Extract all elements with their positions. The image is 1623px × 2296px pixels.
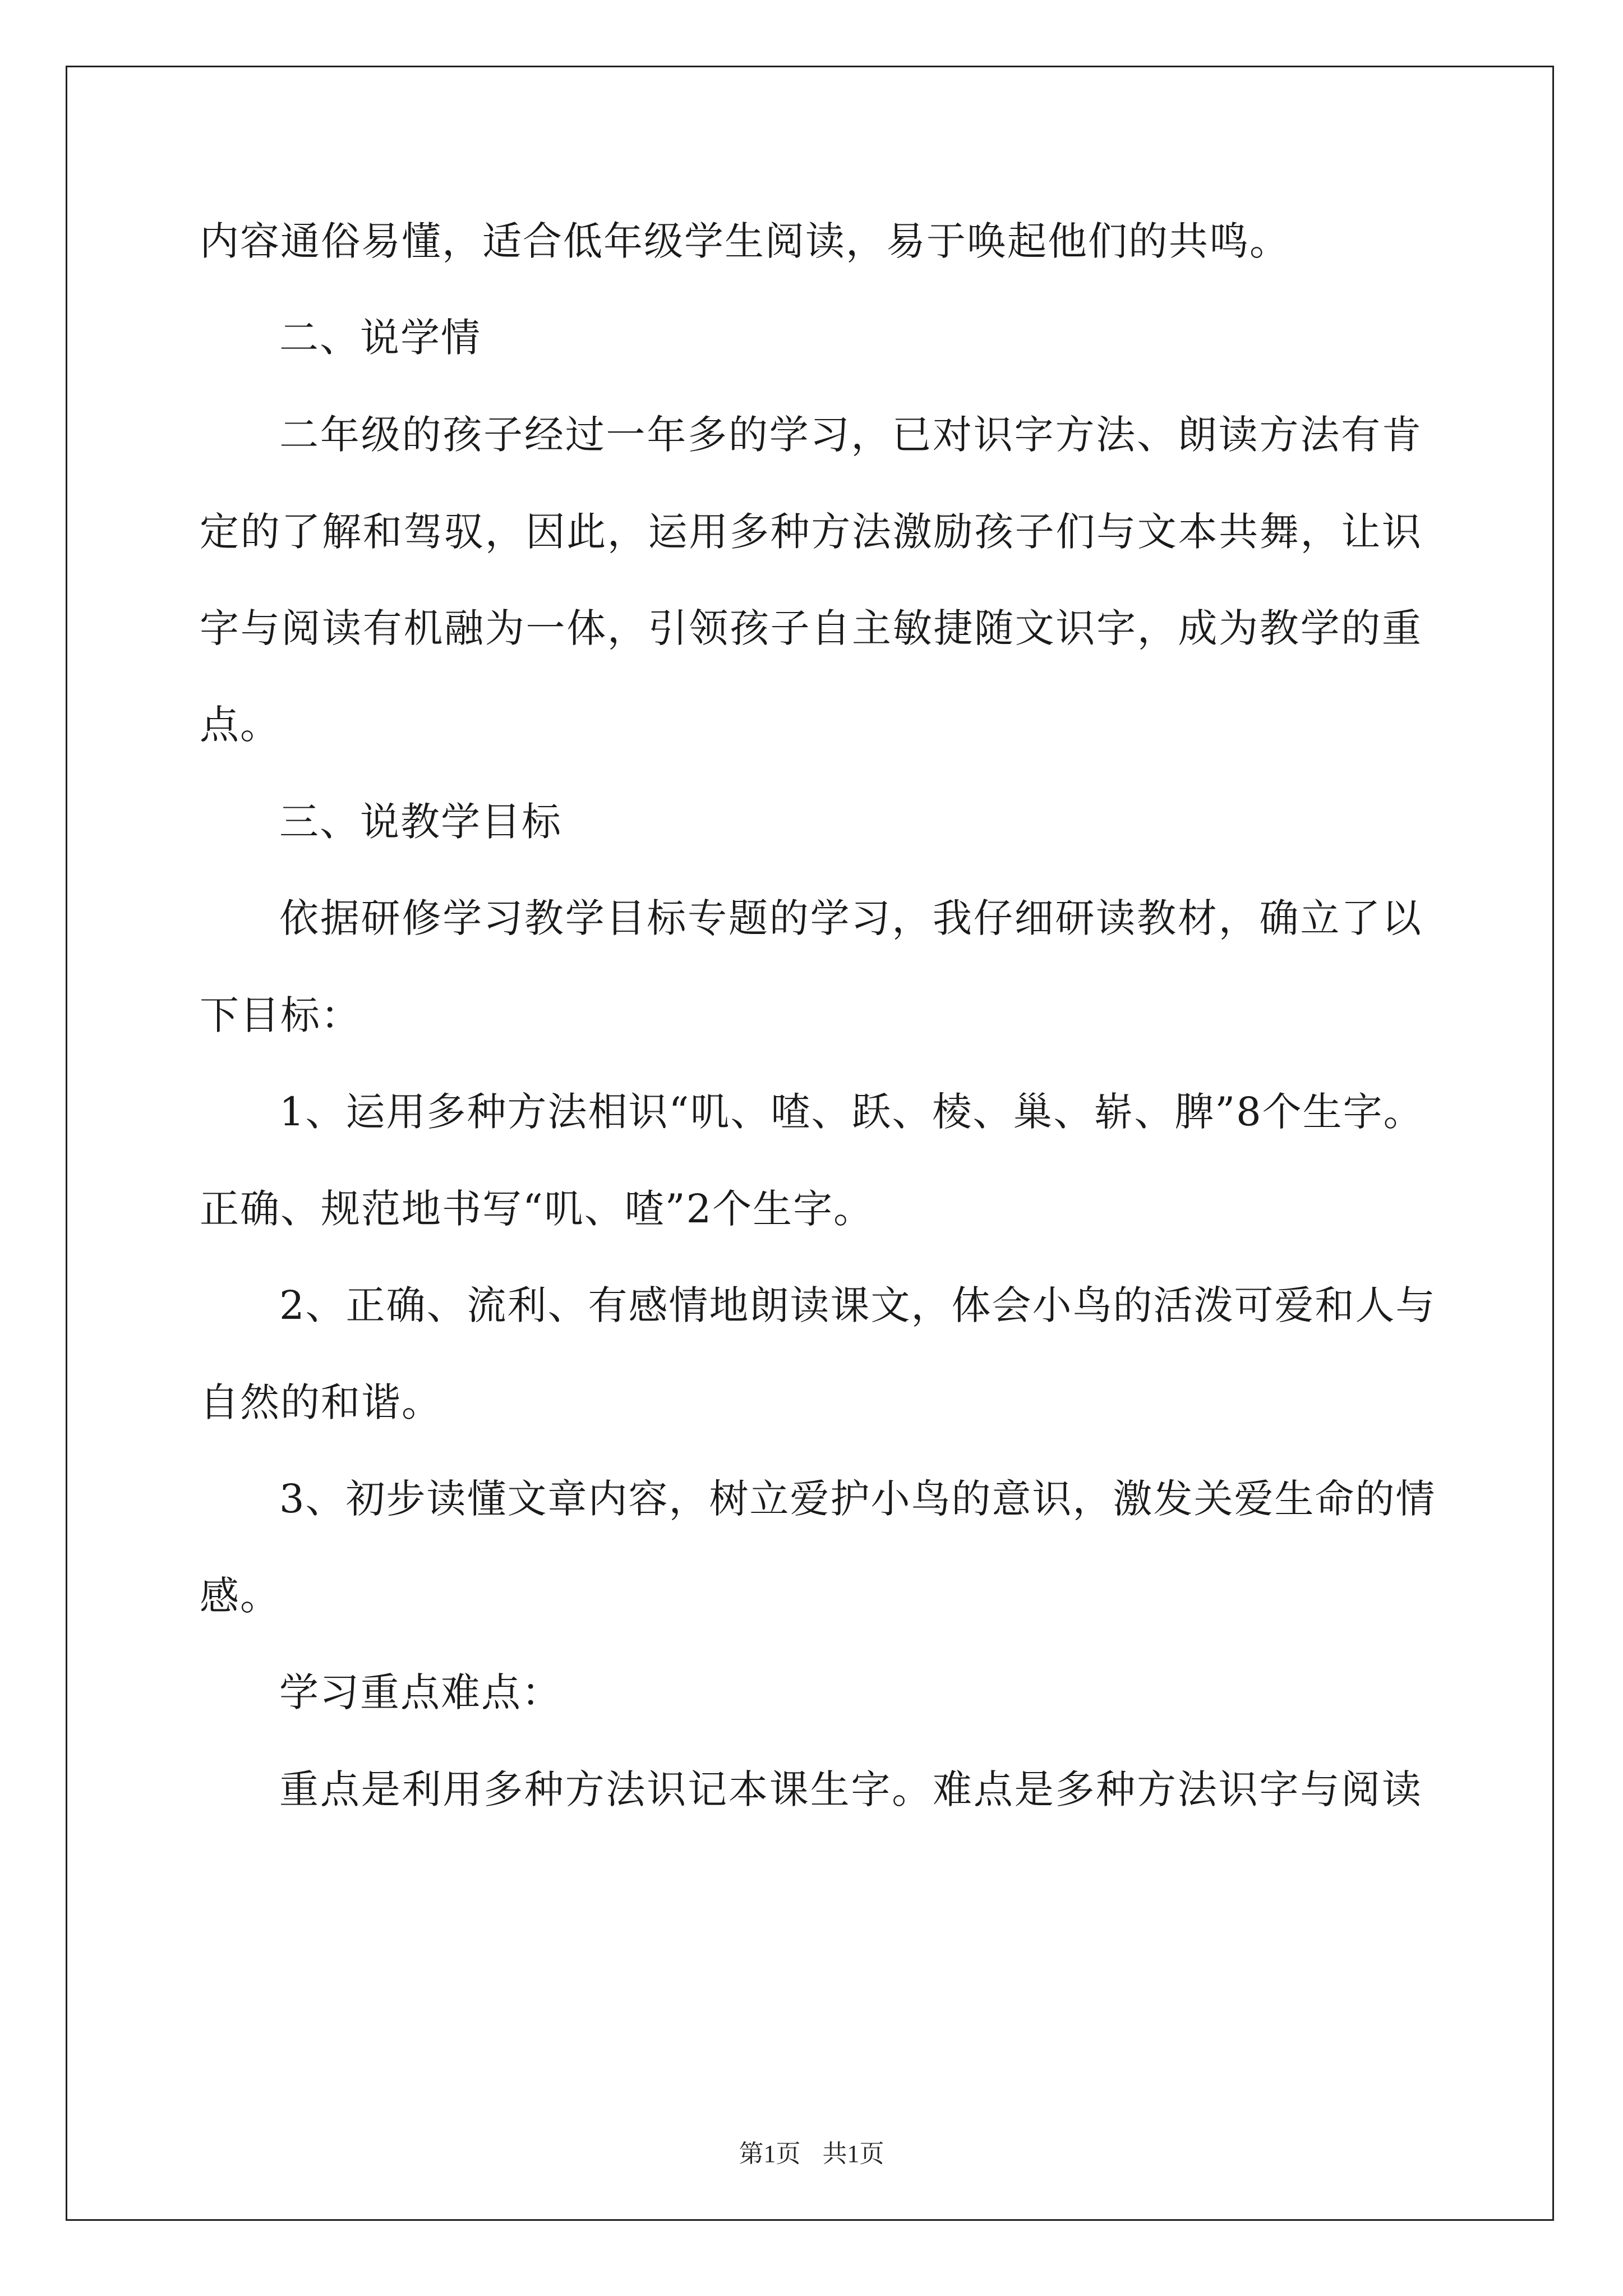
text-line: 字与阅读有机融为一体，引领孩子自主敏捷随文识字，成为教学的重 (200, 605, 1422, 651)
text-line: 依据研修学习教学目标专题的学习，我仔细研读教材，确立了以 (279, 895, 1422, 941)
text-line: 2、正确、流利、有感情地朗读课文，体会小鸟的活泼可爱和人与 (279, 1282, 1436, 1328)
text-line: 感。 (200, 1573, 280, 1619)
text-line: 3、初步读懂文章内容，树立爱护小鸟的意识，激发关爱生命的情 (279, 1476, 1436, 1522)
page-number: 第1页 (739, 2140, 801, 2168)
text-line: 下目标： (200, 992, 361, 1038)
page-footer (0, 2137, 1623, 2171)
section-heading: 二、说学情 (279, 315, 481, 361)
text-line: 二年级的孩子经过一年多的学习，已对识字方法、朗读方法有肯 (279, 412, 1422, 458)
section-heading: 学习重点难点： (279, 1669, 562, 1715)
text-line: 1、运用多种方法相识“叽、喳、跃、棱、巢、崭、脾”8个生字。 (279, 1089, 1424, 1135)
text-line: 自然的和谐。 (200, 1379, 442, 1425)
section-heading: 三、说教学目标 (279, 799, 562, 845)
page-border (66, 66, 1554, 2221)
text-line: 定的了解和驾驭，因此，运用多种方法激励孩子们与文本共舞，让识 (200, 509, 1422, 555)
text-line: 正确、规范地书写“叽、喳”2个生字。 (200, 1186, 874, 1232)
text-line: 点。 (200, 702, 280, 748)
text-line: 内容通俗易懂，适合低年级学生阅读，易于唤起他们的共鸣。 (200, 218, 1290, 264)
page-total: 共1页 (822, 2140, 884, 2168)
text-line: 重点是利用多种方法识记本课生字。难点是多种方法识字与阅读 (279, 1766, 1422, 1812)
